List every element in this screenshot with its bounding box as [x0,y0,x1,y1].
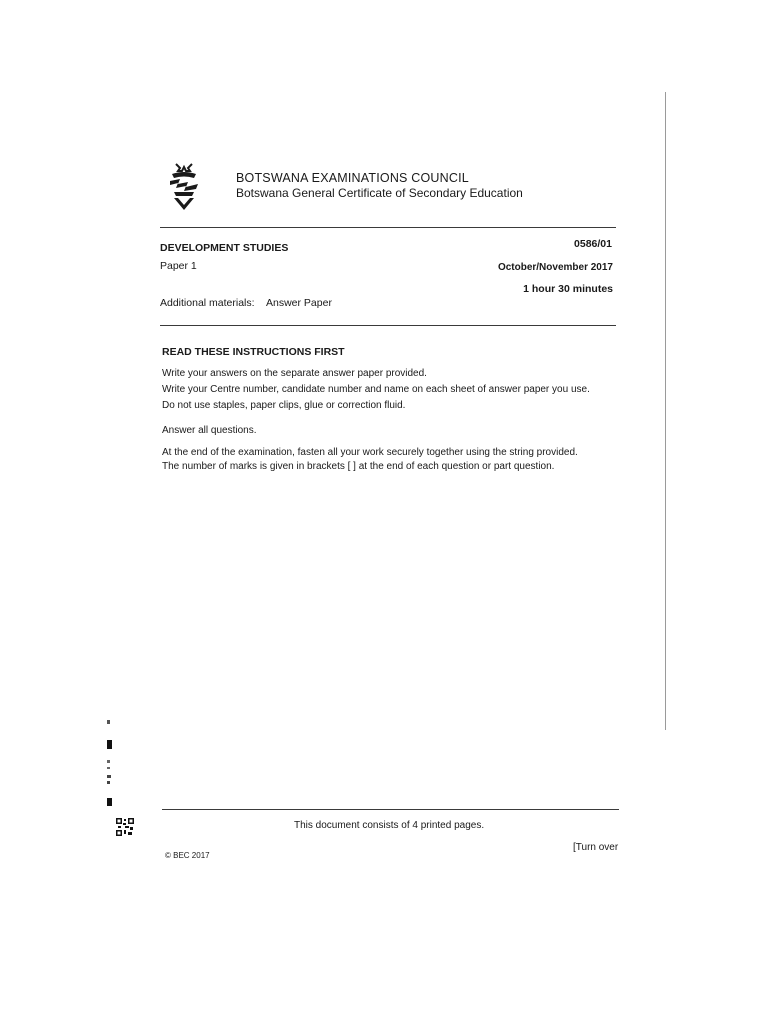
instruction-line: The number of marks is given in brackets [ ] at the end of each question or part question. [162,461,555,472]
additional-materials-value: Answer Paper [266,297,332,309]
footer-divider [162,809,619,810]
turn-over-note: [Turn over [573,842,619,853]
instruction-line: Do not use staples, paper clips, glue or correction fluid. [162,400,406,411]
instruction-line: Answer all questions. [162,425,257,436]
instructions-title: READ THESE INSTRUCTIONS FIRST [162,346,345,358]
paper-code: 0586/01 [574,238,612,250]
instruction-line: Write your Centre number, candidate number and name on each sheet of answer paper you use. [162,384,590,395]
instruction-line: At the end of the examination, fasten all your work securely together using the string provided. [162,447,578,458]
header-divider [160,227,616,228]
qr-code-icon [116,818,134,836]
page-count-note: This document consists of 4 printed pages. [294,820,485,831]
exam-session: October/November 2017 [497,262,613,273]
details-divider [160,325,616,326]
additional-materials-label: Additional materials: [160,297,255,309]
instruction-line: Write your answers on the separate answer paper provided. [162,368,427,379]
scan-edge-line [665,92,666,730]
barcode-icon [106,720,116,810]
certificate-name: Botswana General Certificate of Secondary Education [236,186,523,200]
council-name: BOTSWANA EXAMINATIONS COUNCIL [236,171,469,185]
copyright-notice: © BEC 2017 [165,851,210,860]
exam-duration: 1 hour 30 minutes [523,283,613,295]
subject-title: DEVELOPMENT STUDIES [160,242,289,254]
bec-crest-icon [166,162,202,212]
paper-number: Paper 1 [160,260,197,272]
